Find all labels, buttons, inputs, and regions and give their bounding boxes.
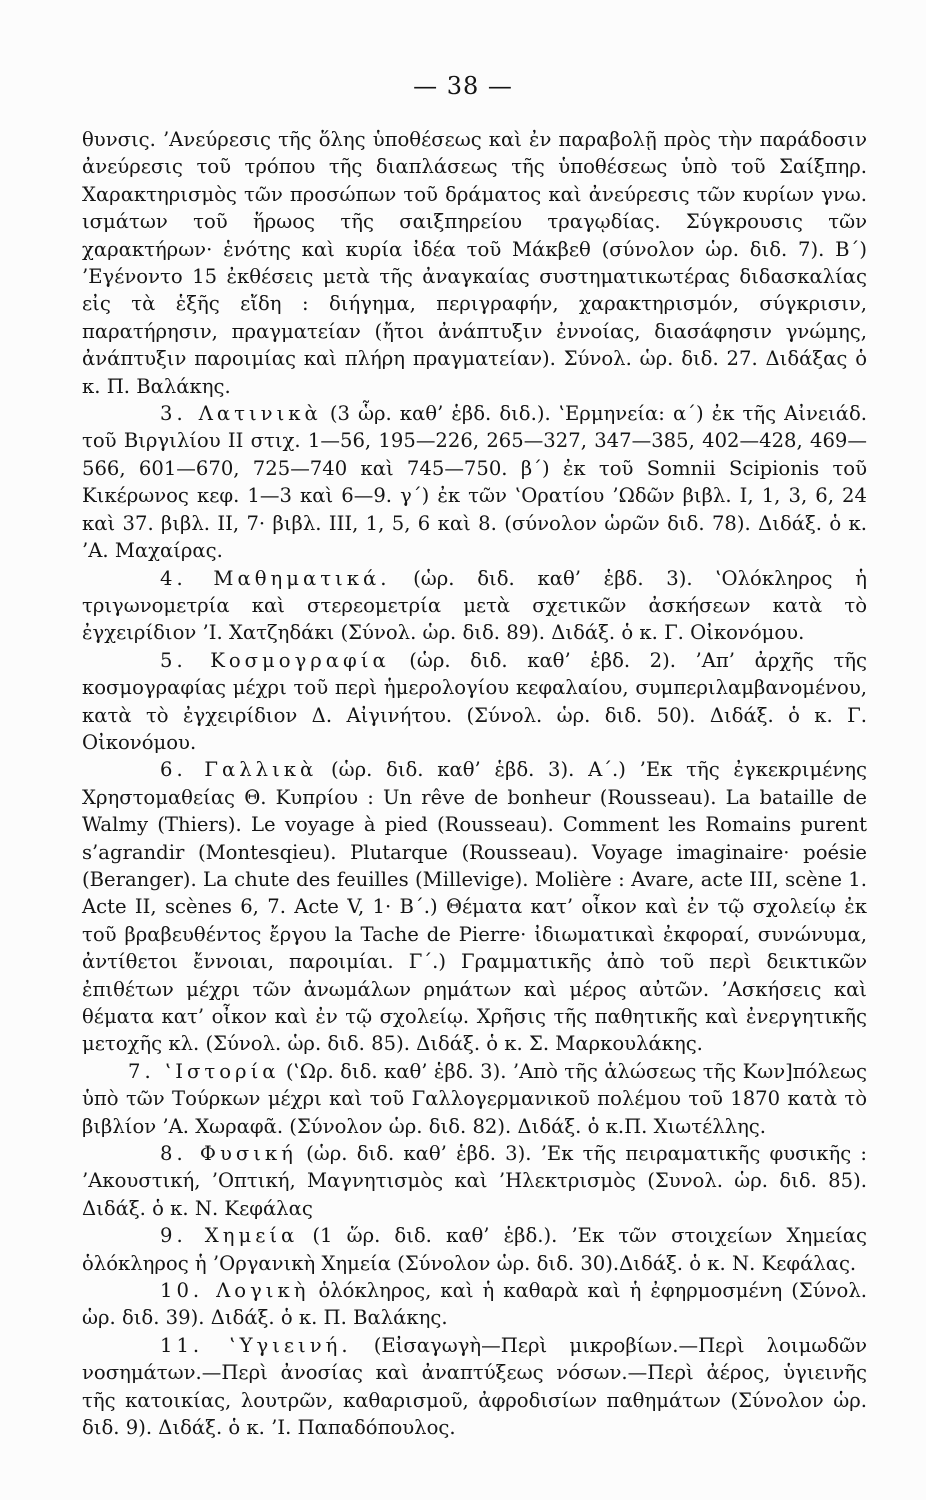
section-heading: 5. Κοσμογραφία <box>160 648 390 672</box>
paragraph-french <box>82 756 867 1057</box>
section-heading: 3. Λατινικὰ <box>160 402 322 426</box>
paragraph-cosmography <box>82 647 867 757</box>
paragraph-text: (3 ὧρ. καθ’ ἑβδ. διδ.). ‛Ερμηνεία: α΄) ἐκ τῆς Αἰνειάδ. τοῦ Βιργιλίου II στιχ. 1—56, 195—226, 265—327, 347—385, 402—428, 469—566, 601—670, 725—740 καὶ 745—750. β΄) ἐκ τοῦ Somnii Scipionis τοῦ Κικέρωνος κεφ. 1—3 καὶ 6—9. γ΄) ἐκ τῶν ‛Ορατίου ’Ωδῶν βιβλ. I, 1, 3, 6, 24 καὶ 37. βιβλ. II, 7· βιβλ. III, 1, 5, 6 καὶ 8. (σύνολον ὡρῶν διδ. 78). Διδάξ. ὁ κ. ’Α. Μαχαίρας. <box>82 402 867 563</box>
paragraph-history <box>82 1058 867 1140</box>
paragraph-physics <box>82 1140 867 1222</box>
paragraph-text: (ὡρ. διδ. καθ’ ἑβδ. 3). ’Εκ τῆς πειραματικῆς φυσικῆς : ’Ακουστική, ’Οπτική, Μαγνητισμὸς καὶ ’Ηλεκτρισμὸς (Συνολ. ὡρ. διδ. 85). Διδάξ. ὁ κ. Ν. Κεφάλας <box>82 1142 867 1220</box>
paragraph-text: ὁλόκληρος, καὶ ἡ καθαρὰ καὶ ἡ ἐφηρμοσμένη (Σύνολ. ὡρ. διδ. 39). Διδάξ. ὁ κ. Π. Βαλάκης. <box>82 1279 867 1330</box>
paragraph-text: (ὡρ. διδ. καθ’ ἑβδ. 3). ‛Ολόκληρος ἡ τριγωνομετρία καὶ στερεομετρία μετὰ σχετικῶν ἀσκήσεων κατὰ τὸ ἐγχειρίδιον ’Ι. Χατζηδάκι (Σύνολ. ὡρ. διδ. 89). Διδάξ. ὁ κ. Γ. Οἰκονόμου. <box>82 566 867 645</box>
paragraph-chemistry <box>82 1222 867 1277</box>
section-heading: 6. Γαλλικὰ <box>160 758 318 782</box>
paragraph-text: (1 ὥρ. διδ. καθ’ ἑβδ.). ’Εκ τῶν στοιχείων Χημείας ὁλόκληρος ἡ ’Οργανικὴ Χημεία (Σύνολον ὡρ. διδ. 30).Διδάξ. ὁ κ. Ν. Κεφάλας. <box>82 1224 867 1275</box>
paragraph-continuation <box>82 126 867 400</box>
paragraph-latin <box>82 400 867 564</box>
paragraph-text: (‛Ωρ. διδ. καθ’ ἑβδ. 3). ’Απὸ τῆς ἁλώσεως τῆς Κων]πόλεως ὑπὸ τῶν Τούρκων μέχρι καὶ τοῦ Γαλλογερμανικοῦ πολέμου τοῦ 1870 κατὰ τὸ βιβλίον ’Α. Χωραφᾶ. (Σύνολον ὡρ. διδ. 82). Διδάξ. ὁ κ.Π. Χιωτέλλης. <box>82 1059 867 1138</box>
page-body-text <box>82 126 867 1442</box>
section-heading: 11. ‛Υγιεινή. <box>160 1333 352 1357</box>
section-heading: 10. Λογικὴ <box>160 1279 310 1303</box>
paragraph-text: θυνσις. ’Ανεύρεσις τῆς ὅλης ὑποθέσεως καὶ ἐν παραβολῇ πρὸς τὴν παράδοσιν ἀνεύρεσις τοῦ τρόπου τῆς διαπλάσεως τῆς ὑποθέσεως ὑπὸ τοῦ Σαίξπηρ. Χαρακτηρισμὸς τῶν προσώπων τοῦ δράματος καὶ ἀνεύρεσις τῶν κυρίων γνω. ισμάτων τοῦ ἥρωος τῆς σαιξπηρείου τραγῳδίας. Σύγκρουσις τῶν χαρακτήρων· ἑνότης καὶ κυρία ἰδέα τοῦ Μάκβεθ (σύνολον ὡρ. διδ. 7). Β΄) ’Εγένοντο 15 ἐκθέσεις μετὰ τῆς ἀναγκαίας συστηματικωτέρας διδασκαλίας εἰς τὰ ἑξῆς εἴδη : διήγημα, περιγραφήν, χαρακτηρισμόν, σύγκρισιν, παρατήρησιν, πραγματείαν (ἤτοι ἀνάπτυξιν ἐννοίας, διασάφησιν γνώμης, ἀνάπτυξιν παροιμίας καὶ πλήρη πραγματείαν). Σύνολ. ὡρ. διδ. 27. Διδάξας ὁ κ. Π. Βαλάκης. <box>82 128 867 398</box>
paragraph-text: (Εἰσαγωγὴ—Περὶ μικροβίων.—Περὶ λοιμωδῶν νοσημάτων.—Περὶ ἀνοσίας καὶ ἀναπτύξεως νόσων.—Περὶ ἀέρος, ὑγιεινῆς τῆς κατοικίας, λουτρῶν, καθαρισμοῦ, ἀφροδισίων παθημάτων (Σύνολον ὡρ. διδ. 9). Διδάξ. ὁ κ. ’Ι. Παπαδόπουλος. <box>82 1333 867 1440</box>
paragraph-mathematics <box>82 565 867 647</box>
section-heading: 4. Μαθηματικά. <box>160 566 391 590</box>
section-heading: 7. ‛Ιστορία <box>128 1059 280 1083</box>
paragraph-logic <box>82 1277 867 1332</box>
paragraph-text: (ὡρ. διδ. καθ’ ἑβδ. 2). ’Απ’ ἀρχῆς τῆς κοσμογραφίας μέχρι τοῦ περὶ ἡμερολογίου κεφαλαίου, συμπεριλαμβανομένου, κατὰ τὸ ἐγχειρίδιον Δ. Αἰγινήτου. (Σύνολ. ὡρ. διδ. 50). Διδάξ. ὁ κ. Γ. Οἰκονόμου. <box>82 648 868 754</box>
section-heading: 9. Χημεία <box>160 1224 299 1248</box>
page-number: — 38 — <box>413 72 513 100</box>
section-heading: 8. Φυσική <box>160 1142 297 1166</box>
paragraph-text: (ὡρ. διδ. καθ’ ἑβδ. 3). Α΄.) ’Εκ τῆς ἐγκεκριμένης Χρηστομαθείας Θ. Κυπρίου : Un rêve de bonheur (Rousseau). La bataille de Walmy (Thiers). Le voyage à pied (Rousseau). Comment les Romains purent s’agrandir (Montesqieu). Plutarque (Rousseau). Voyage imaginaire· poésie (Beranger). La chute des feuilles (Millevige). Molière : Avare, acte III, scène 1. Acte II, scènes 6, 7. Acte V, 1· Β΄.) Θέματα κατ’ οἶκον καὶ ἐν τῷ σχολείῳ ἐκ τοῦ βραβευθέντος ἔργου la Tache de Pierre· ἰδιωματικαὶ ἐκφοραί, συνώνυμα, ἀντίθετοι ἔννοιαι, παροιμίαι. Γ΄.) Γραμματικῆς ἀπὸ τοῦ περὶ δεικτικῶν ἐπιθέτων μέχρι τῶν ἀνωμάλων ρημάτων καὶ μέρος αὐτῶν. ’Ασκήσεις καὶ θέματα κατ’ οἶκον καὶ ἐν τῷ σχολείῳ. Χρῆσις τῆς παθητικῆς καὶ ἐνεργητικῆς μετοχῆς κλ. (Σύνολ. ὡρ. διδ. 85). Διδάξ. ὁ κ. Σ. Μαρκουλάκης. <box>82 758 867 1056</box>
paragraph-hygiene <box>82 1332 867 1442</box>
